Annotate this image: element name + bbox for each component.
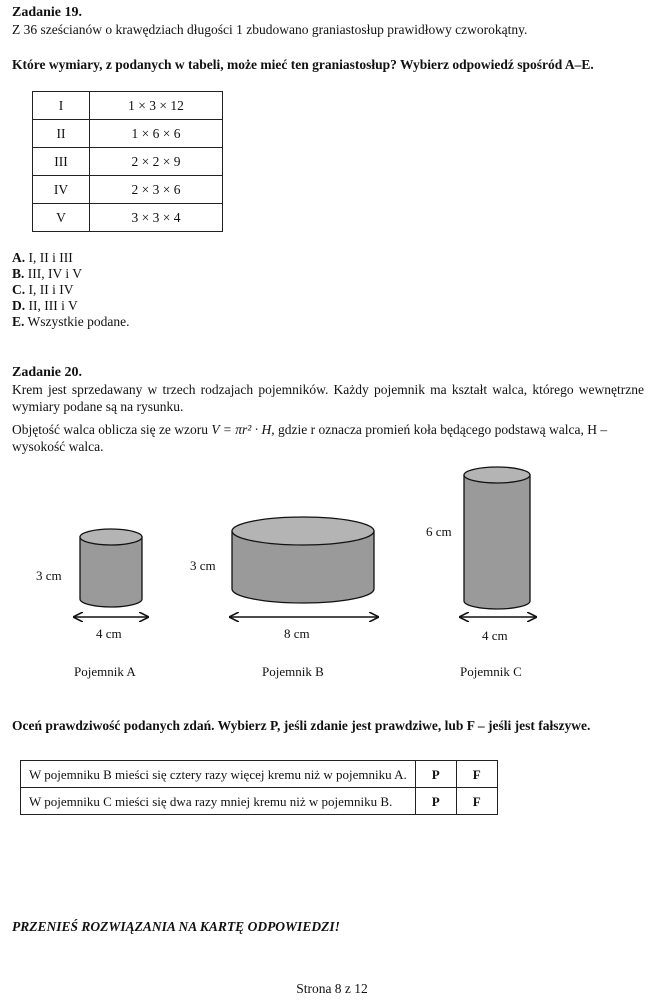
height-label-b: 3 cm [190,558,216,573]
task20-formula-line [12,421,644,455]
row-dimensions: 3 × 3 × 4 [90,204,223,232]
table-row [33,204,223,232]
answer-options [12,250,644,330]
containers-figure [12,465,644,697]
width-label-b: 8 cm [284,626,310,641]
row-numeral: V [33,204,90,232]
row-dimensions: 2 × 3 × 6 [90,176,223,204]
cylinder-c-icon [460,467,536,617]
page-content [12,4,644,815]
table-row [33,120,223,148]
row-dimensions: 2 × 2 × 9 [90,148,223,176]
formula-prefix: Objętość walca oblicza się ze wzoru [12,422,212,437]
task19-title: Zadanie 19. [12,5,83,20]
answer-letter: A. [12,250,26,265]
row-numeral: IV [33,176,90,204]
task20-section [12,364,644,815]
task19-intro: Z 36 sześcianów o krawędziach długości 1 zbudowano graniastosłup prawidłowy czworokątny. [12,22,528,37]
container-name-a: Pojemnik A [74,664,136,679]
answer-option-a[interactable] [12,250,644,266]
answer-option-d[interactable] [12,298,644,314]
table-row [33,148,223,176]
height-label-c: 6 cm [426,524,452,539]
task20-question: Oceń prawdziwość podanych zdań. Wybierz P, jeśli zdanie jest prawdziwe, lub F – jeśli jest fałszywe. [12,718,591,733]
table-row [21,788,498,815]
page-number: Strona 8 z 12 [296,981,368,996]
answer-letter: B. [12,266,25,281]
task19-question: Które wymiary, z podanych w tabeli, może mieć ten graniastosłup? Wybierz odpowiedź spośród A–E. [12,57,594,72]
task20-intro: Krem jest sprzedawany w trzech rodzajach pojemników. Każdy pojemnik ma kształt walca, którego wewnętrzne wymiary podane są na rysunku. [12,382,644,414]
row-numeral: II [33,120,90,148]
height-label-a: 3 cm [36,568,62,583]
cylinder-b-icon [230,517,378,617]
answer-option-c[interactable] [12,282,644,298]
answer-text: II, III i V [25,298,78,313]
dimensions-table [32,91,223,232]
table-row [33,92,223,120]
statement-text: W pojemniku C mieści się dwa razy mniej kremu niż w pojemniku B. [21,788,416,815]
answer-letter: D. [12,298,26,313]
container-name-b: Pojemnik B [262,664,324,679]
answer-option-b[interactable] [12,266,644,282]
formula-suffix: , gdzie r oznacza promień koła będącego podstawą walca, H – wysokość walca. [12,422,608,454]
row-dimensions: 1 × 6 × 6 [90,120,223,148]
false-option[interactable]: F [456,761,497,788]
task20-title: Zadanie 20. [12,365,83,380]
true-option[interactable]: P [415,761,456,788]
answer-option-e[interactable] [12,314,644,330]
answer-text: III, IV i V [24,266,83,281]
true-false-table [20,760,498,815]
transfer-answers-note: PRZENIEŚ ROZWIĄZANIA NA KARTĘ ODPOWIEDZI! [12,919,340,934]
answer-text: I, II i IV [25,282,74,297]
cylinder-a-icon [74,529,148,617]
answer-letter: C. [12,282,26,297]
row-dimensions: 1 × 3 × 12 [90,92,223,120]
answer-letter: E. [12,314,25,329]
answer-text: Wszystkie podane. [24,314,130,329]
width-label-c: 4 cm [482,628,508,643]
statement-text: W pojemniku B mieści się cztery razy więcej kremu niż w pojemniku A. [21,761,416,788]
table-row [33,176,223,204]
true-option[interactable]: P [415,788,456,815]
false-option[interactable]: F [456,788,497,815]
answer-text: I, II i III [25,250,73,265]
container-name-c: Pojemnik C [460,664,522,679]
volume-formula: V = πr² · H [211,422,272,437]
row-numeral: III [33,148,90,176]
table-row [21,761,498,788]
width-label-a: 4 cm [96,626,122,641]
row-numeral: I [33,92,90,120]
